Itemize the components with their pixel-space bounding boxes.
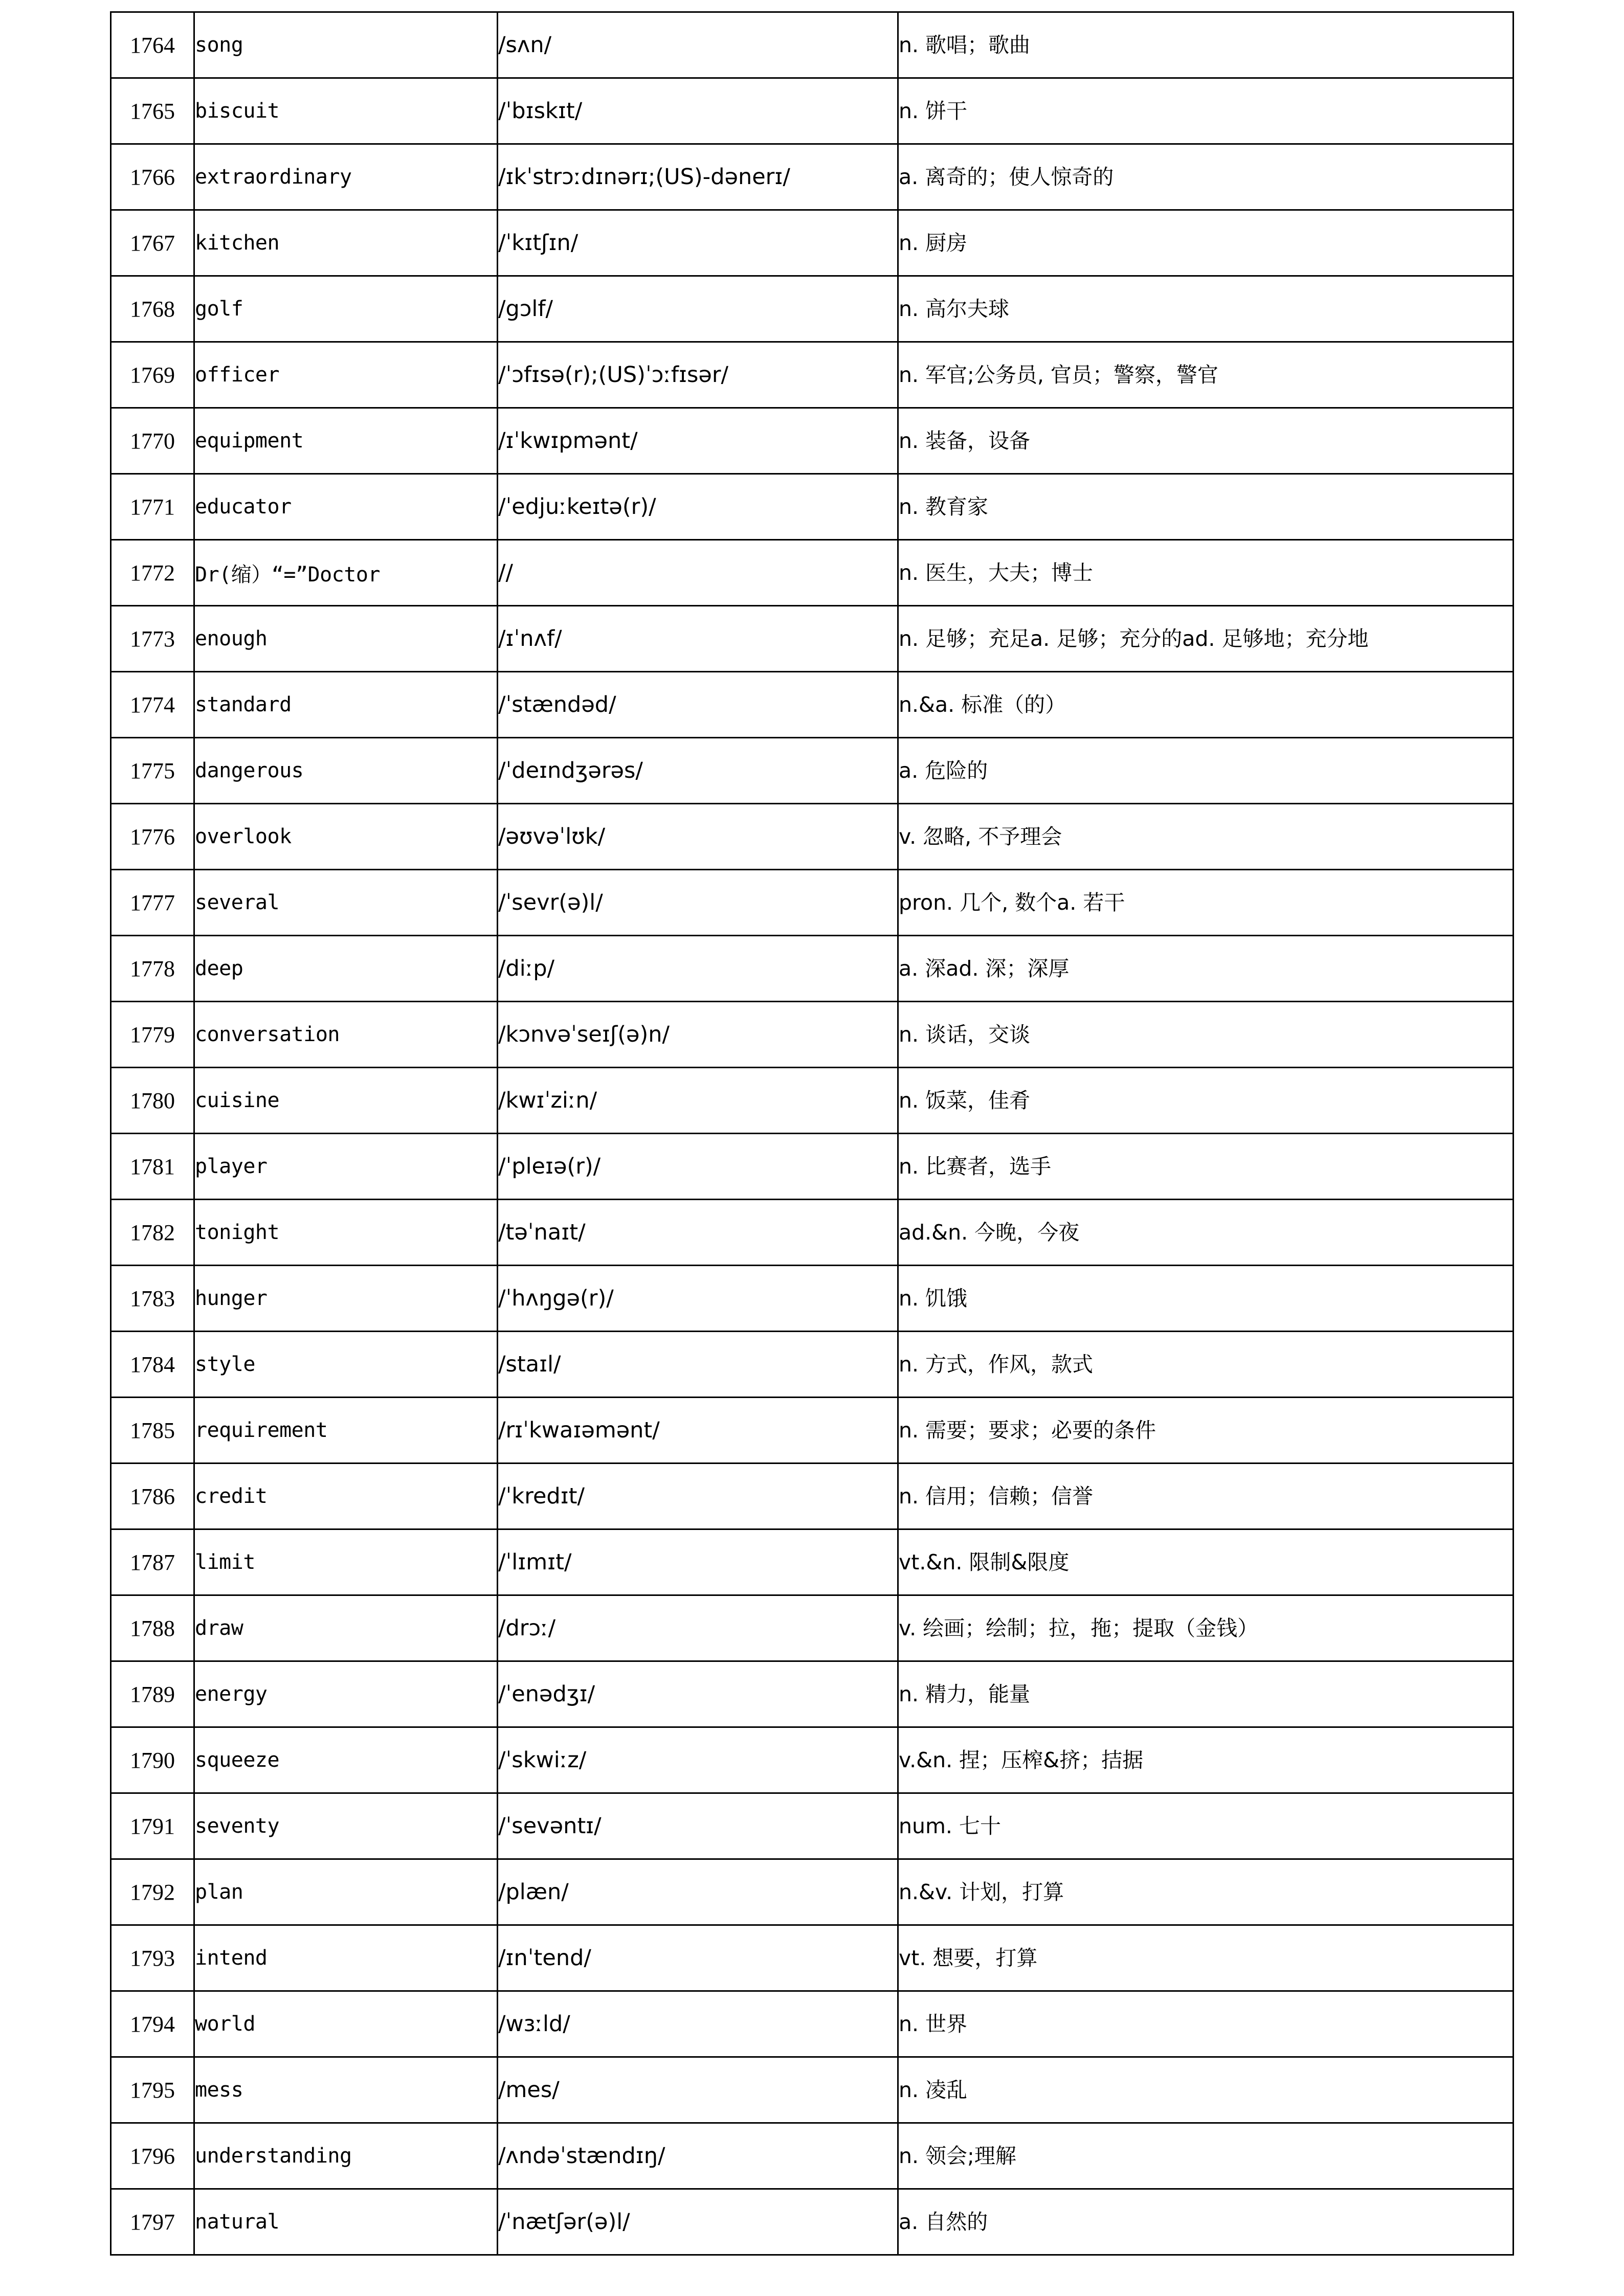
entry-number: 1784 bbox=[111, 1332, 194, 1398]
entry-word: extraordinary bbox=[194, 144, 498, 210]
entry-phonetic: /ɪnˈtend/ bbox=[498, 1925, 898, 1991]
entry-number: 1788 bbox=[111, 1595, 194, 1661]
entry-number: 1779 bbox=[111, 1002, 194, 1068]
entry-definition: n. 医生，大夫；博士 bbox=[898, 540, 1514, 606]
entry-definition: pron. 几个, 数个a. 若干 bbox=[898, 870, 1514, 936]
table-row bbox=[111, 2123, 1514, 2189]
entry-definition: vt. 想要，打算 bbox=[898, 1925, 1514, 1991]
table-row bbox=[111, 870, 1514, 936]
entry-definition: ad.&n. 今晚，今夜 bbox=[898, 1200, 1514, 1266]
entry-phonetic: /staɪl/ bbox=[498, 1332, 898, 1398]
entry-definition: n. 教育家 bbox=[898, 474, 1514, 540]
table-row bbox=[111, 408, 1514, 474]
entry-word: deep bbox=[194, 936, 498, 1002]
entry-number: 1774 bbox=[111, 672, 194, 738]
entry-definition: vt.&n. 限制&限度 bbox=[898, 1529, 1514, 1595]
entry-phonetic: /ˈlɪmɪt/ bbox=[498, 1529, 898, 1595]
table-row bbox=[111, 474, 1514, 540]
entry-word: conversation bbox=[194, 1002, 498, 1068]
entry-definition: n. 精力，能量 bbox=[898, 1661, 1514, 1727]
table-row bbox=[111, 1529, 1514, 1595]
entry-word: world bbox=[194, 1991, 498, 2057]
table-row bbox=[111, 540, 1514, 606]
entry-number: 1778 bbox=[111, 936, 194, 1002]
entry-phonetic: /ˈskwiːz/ bbox=[498, 1727, 898, 1793]
entry-phonetic: /ˈkɪtʃɪn/ bbox=[498, 210, 898, 276]
entry-number: 1767 bbox=[111, 210, 194, 276]
entry-phonetic: /ˈsevəntɪ/ bbox=[498, 1793, 898, 1859]
table-row bbox=[111, 1332, 1514, 1398]
table-row bbox=[111, 738, 1514, 804]
entry-word: golf bbox=[194, 276, 498, 342]
table-row bbox=[111, 342, 1514, 408]
entry-definition: v.&n. 捏；压榨&挤；拮据 bbox=[898, 1727, 1514, 1793]
entry-word: style bbox=[194, 1332, 498, 1398]
table-row bbox=[111, 1925, 1514, 1991]
entry-number: 1789 bbox=[111, 1661, 194, 1727]
entry-phonetic: /drɔː/ bbox=[498, 1595, 898, 1661]
entry-word: dangerous bbox=[194, 738, 498, 804]
table-row bbox=[111, 1859, 1514, 1925]
entry-definition: n. 装备，设备 bbox=[898, 408, 1514, 474]
entry-number: 1780 bbox=[111, 1068, 194, 1134]
table-row bbox=[111, 2057, 1514, 2123]
entry-word: natural bbox=[194, 2189, 498, 2255]
table-row bbox=[111, 1200, 1514, 1266]
entry-word: equipment bbox=[194, 408, 498, 474]
entry-phonetic: /ˈenədʒɪ/ bbox=[498, 1661, 898, 1727]
table-row bbox=[111, 1002, 1514, 1068]
entry-word: intend bbox=[194, 1925, 498, 1991]
entry-definition: n. 军官;公务员, 官员；警察，警官 bbox=[898, 342, 1514, 408]
table-row bbox=[111, 672, 1514, 738]
entry-number: 1768 bbox=[111, 276, 194, 342]
entry-number: 1782 bbox=[111, 1200, 194, 1266]
entry-word: biscuit bbox=[194, 78, 498, 144]
entry-definition: n. 歌唱；歌曲 bbox=[898, 12, 1514, 78]
entry-number: 1793 bbox=[111, 1925, 194, 1991]
entry-definition: n. 世界 bbox=[898, 1991, 1514, 2057]
entry-definition: n. 谈话，交谈 bbox=[898, 1002, 1514, 1068]
entry-word: squeeze bbox=[194, 1727, 498, 1793]
entry-number: 1791 bbox=[111, 1793, 194, 1859]
entry-word: hunger bbox=[194, 1266, 498, 1332]
entry-word: energy bbox=[194, 1661, 498, 1727]
entry-phonetic: /əʊvəˈlʊk/ bbox=[498, 804, 898, 870]
entry-phonetic: /plæn/ bbox=[498, 1859, 898, 1925]
entry-number: 1776 bbox=[111, 804, 194, 870]
entry-word: cuisine bbox=[194, 1068, 498, 1134]
entry-number: 1795 bbox=[111, 2057, 194, 2123]
entry-number: 1790 bbox=[111, 1727, 194, 1793]
entry-number: 1765 bbox=[111, 78, 194, 144]
entry-word: seventy bbox=[194, 1793, 498, 1859]
entry-number: 1787 bbox=[111, 1529, 194, 1595]
entry-definition: n. 信用；信赖；信誉 bbox=[898, 1464, 1514, 1529]
entry-definition: n. 厨房 bbox=[898, 210, 1514, 276]
table-row bbox=[111, 1134, 1514, 1200]
entry-phonetic: /rɪˈkwaɪəmənt/ bbox=[498, 1398, 898, 1464]
entry-definition: n. 饼干 bbox=[898, 78, 1514, 144]
entry-word: draw bbox=[194, 1595, 498, 1661]
entry-number: 1766 bbox=[111, 144, 194, 210]
entry-number: 1792 bbox=[111, 1859, 194, 1925]
entry-phonetic: /gɔlf/ bbox=[498, 276, 898, 342]
entry-phonetic: /ʌndəˈstændɪŋ/ bbox=[498, 2123, 898, 2189]
table-row bbox=[111, 1793, 1514, 1859]
entry-word: song bbox=[194, 12, 498, 78]
entry-definition: n.&v. 计划，打算 bbox=[898, 1859, 1514, 1925]
entry-definition: n. 足够；充足a. 足够；充分的ad. 足够地；充分地 bbox=[898, 606, 1514, 672]
entry-phonetic: /ɪˈnʌf/ bbox=[498, 606, 898, 672]
entry-definition: v. 绘画；绘制；拉，拖；提取（金钱） bbox=[898, 1595, 1514, 1661]
entry-number: 1781 bbox=[111, 1134, 194, 1200]
vocabulary-table bbox=[110, 11, 1514, 2256]
table-row bbox=[111, 606, 1514, 672]
entry-word: mess bbox=[194, 2057, 498, 2123]
entry-phonetic: /ˈbɪskɪt/ bbox=[498, 78, 898, 144]
entry-phonetic: /ˈkredɪt/ bbox=[498, 1464, 898, 1529]
table-row bbox=[111, 936, 1514, 1002]
table-row bbox=[111, 12, 1514, 78]
entry-number: 1764 bbox=[111, 12, 194, 78]
entry-phonetic: /ˈstændəd/ bbox=[498, 672, 898, 738]
entry-word: educator bbox=[194, 474, 498, 540]
entry-definition: num. 七十 bbox=[898, 1793, 1514, 1859]
entry-phonetic: /ˈhʌŋgə(r)/ bbox=[498, 1266, 898, 1332]
entry-phonetic: /ˈpleɪə(r)/ bbox=[498, 1134, 898, 1200]
entry-phonetic: /mes/ bbox=[498, 2057, 898, 2123]
table-row bbox=[111, 1661, 1514, 1727]
entry-definition: n. 凌乱 bbox=[898, 2057, 1514, 2123]
entry-phonetic: /diːp/ bbox=[498, 936, 898, 1002]
entry-phonetic: /ˈedjuːkeɪtə(r)/ bbox=[498, 474, 898, 540]
entry-word: kitchen bbox=[194, 210, 498, 276]
entry-phonetic: /ˈsevr(ə)l/ bbox=[498, 870, 898, 936]
table-row bbox=[111, 804, 1514, 870]
entry-number: 1769 bbox=[111, 342, 194, 408]
entry-number: 1783 bbox=[111, 1266, 194, 1332]
entry-word: plan bbox=[194, 1859, 498, 1925]
entry-word: several bbox=[194, 870, 498, 936]
entry-definition: n. 饭菜，佳肴 bbox=[898, 1068, 1514, 1134]
table-row bbox=[111, 1595, 1514, 1661]
entry-phonetic: /sʌn/ bbox=[498, 12, 898, 78]
table-row bbox=[111, 276, 1514, 342]
entry-word: standard bbox=[194, 672, 498, 738]
entry-phonetic: /ˈnætʃər(ə)l/ bbox=[498, 2189, 898, 2255]
entry-word: Dr(缩）“=”Doctor bbox=[194, 540, 498, 606]
entry-phonetic: /ˈɔfɪsə(r);(US)ˈɔːfɪsər/ bbox=[498, 342, 898, 408]
table-row bbox=[111, 1266, 1514, 1332]
entry-number: 1785 bbox=[111, 1398, 194, 1464]
entry-number: 1786 bbox=[111, 1464, 194, 1529]
entry-phonetic: /kwɪˈziːn/ bbox=[498, 1068, 898, 1134]
table-row bbox=[111, 2189, 1514, 2255]
table-row bbox=[111, 144, 1514, 210]
entry-definition: v. 忽略, 不予理会 bbox=[898, 804, 1514, 870]
entry-number: 1796 bbox=[111, 2123, 194, 2189]
entry-definition: a. 危险的 bbox=[898, 738, 1514, 804]
vocabulary-table-body bbox=[111, 12, 1514, 2255]
table-row bbox=[111, 210, 1514, 276]
table-row bbox=[111, 1464, 1514, 1529]
entry-definition: n. 需要；要求；必要的条件 bbox=[898, 1398, 1514, 1464]
entry-number: 1777 bbox=[111, 870, 194, 936]
entry-phonetic: /ˈdeɪndʒərəs/ bbox=[498, 738, 898, 804]
entry-word: credit bbox=[194, 1464, 498, 1529]
entry-number: 1794 bbox=[111, 1991, 194, 2057]
entry-word: officer bbox=[194, 342, 498, 408]
entry-phonetic: /ɪkˈstrɔːdɪnərɪ;(US)-dənerɪ/ bbox=[498, 144, 898, 210]
table-row bbox=[111, 78, 1514, 144]
entry-word: limit bbox=[194, 1529, 498, 1595]
entry-word: tonight bbox=[194, 1200, 498, 1266]
entry-word: player bbox=[194, 1134, 498, 1200]
entry-phonetic: /wɜːld/ bbox=[498, 1991, 898, 2057]
entry-definition: n. 方式，作风，款式 bbox=[898, 1332, 1514, 1398]
entry-number: 1771 bbox=[111, 474, 194, 540]
entry-number: 1772 bbox=[111, 540, 194, 606]
entry-number: 1775 bbox=[111, 738, 194, 804]
table-row bbox=[111, 1398, 1514, 1464]
entry-definition: a. 深ad. 深；深厚 bbox=[898, 936, 1514, 1002]
entry-number: 1797 bbox=[111, 2189, 194, 2255]
entry-phonetic: /ɪˈkwɪpmənt/ bbox=[498, 408, 898, 474]
entry-word: understanding bbox=[194, 2123, 498, 2189]
entry-word: enough bbox=[194, 606, 498, 672]
entry-definition: n. 领会;理解 bbox=[898, 2123, 1514, 2189]
entry-definition: a. 自然的 bbox=[898, 2189, 1514, 2255]
table-row bbox=[111, 1727, 1514, 1793]
entry-number: 1773 bbox=[111, 606, 194, 672]
entry-phonetic: /təˈnaɪt/ bbox=[498, 1200, 898, 1266]
entry-word: requirement bbox=[194, 1398, 498, 1464]
entry-definition: n. 高尔夫球 bbox=[898, 276, 1514, 342]
entry-definition: n.&a. 标准（的） bbox=[898, 672, 1514, 738]
entry-number: 1770 bbox=[111, 408, 194, 474]
entry-word: overlook bbox=[194, 804, 498, 870]
entry-definition: n. 饥饿 bbox=[898, 1266, 1514, 1332]
entry-phonetic: /kɔnvəˈseɪʃ(ə)n/ bbox=[498, 1002, 898, 1068]
table-row bbox=[111, 1068, 1514, 1134]
entry-phonetic: // bbox=[498, 540, 898, 606]
entry-definition: n. 比赛者，选手 bbox=[898, 1134, 1514, 1200]
entry-definition: a. 离奇的；使人惊奇的 bbox=[898, 144, 1514, 210]
table-row bbox=[111, 1991, 1514, 2057]
